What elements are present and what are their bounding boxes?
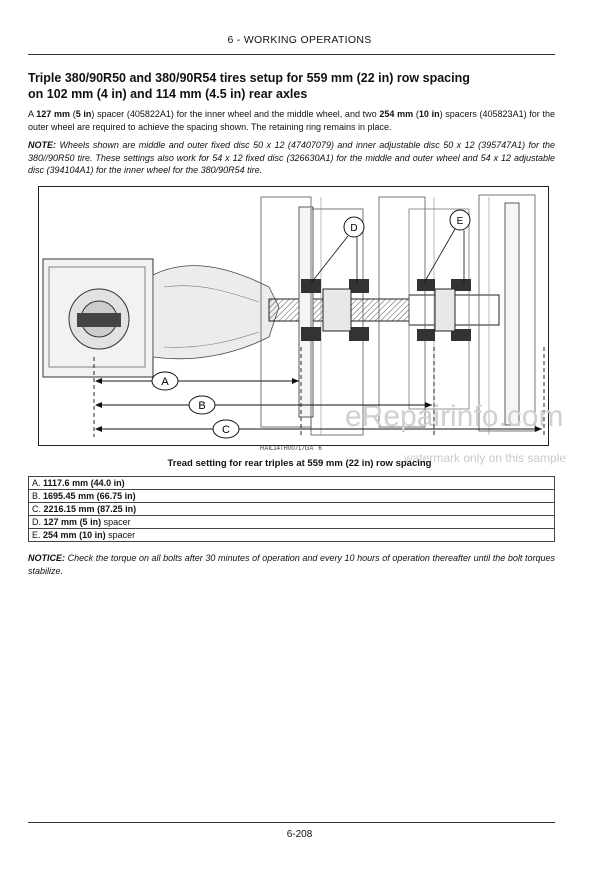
legend-paren: (5 in) (79, 517, 102, 527)
intro-text: ( (413, 109, 419, 119)
note-text: Wheels shown are middle and outer fixed disc 50 x 12 (47407079) and inner adjustable disc 50 x 12 (395747A1) for the 380//90R50 tire. These settings also work for 54 x 12 fixed disc (326630A1) for the middle and outer wheel and 54 x 12 adjustable disc (394104A1) for the inner wheel for the 380/90R54 tire. (28, 140, 555, 175)
legend-key: D. (32, 517, 41, 527)
legend-key: B. (32, 491, 41, 501)
legend-cell (29, 490, 555, 503)
footer-divider (28, 822, 555, 823)
watermark-logo: eRepairinfo.com (345, 400, 564, 433)
legend-table (28, 476, 555, 542)
intro-text: ( (69, 109, 76, 119)
legend-key: C. (32, 504, 41, 514)
legend-value: 1695.45 mm (43, 491, 95, 501)
legend-suffix: spacer (105, 530, 136, 540)
section-title-line2: on 102 mm (4 in) and 114 mm (4.5 in) rear axles (28, 87, 308, 101)
notice-label: NOTICE: (28, 553, 65, 563)
intro-bold: 254 mm (379, 109, 414, 119)
note-label: NOTE: (28, 140, 56, 150)
legend-key: A. (32, 478, 41, 488)
intro-bold: 127 mm (36, 109, 70, 119)
legend-paren: (44.0 in) (90, 478, 125, 488)
dim-label-b (189, 396, 215, 414)
callout-d (311, 217, 364, 283)
legend-value: 2216.15 mm (43, 504, 95, 514)
callout-e-label: E (456, 216, 464, 227)
legend-cell (29, 503, 555, 516)
legend-row (29, 477, 555, 490)
legend-row (29, 529, 555, 542)
legend-cell (29, 529, 555, 542)
section-title-line1: Triple 380/90R50 and 380/90R54 tires setup for 559 mm (22 in) row spacing (28, 71, 470, 85)
legend-cell (29, 516, 555, 529)
intro-bold: 5 in (75, 109, 92, 119)
intro-paragraph (28, 108, 555, 133)
header-title: 6 - WORKING OPERATIONS (227, 34, 372, 46)
axle-housing (43, 259, 279, 377)
legend-row (29, 503, 555, 516)
legend-key: E. (32, 530, 41, 540)
figure-ref-code: RAIL14TR00717GA (260, 446, 314, 452)
intro-text: A (28, 109, 37, 119)
note-paragraph (28, 139, 555, 177)
watermark-note: watermark only on this sample (404, 451, 567, 465)
figure-ref-number: 6 (318, 446, 322, 452)
legend-row (29, 490, 555, 503)
page-number: 6-208 (286, 829, 313, 840)
figure-caption: Tread setting for rear triples at 559 mm (22 in) row spacing (167, 458, 432, 469)
section-title (28, 70, 568, 102)
notice-text: Check the torque on all bolts after 30 minutes of operation and every 10 hours of operation thereafter until the bolt torques stabilize. (28, 553, 555, 576)
legend-row (29, 516, 555, 529)
legend-value: 254 mm (43, 530, 77, 540)
legend-value: 1117.6 mm (43, 478, 89, 488)
legend-paren: (87.25 in) (97, 504, 137, 514)
dim-c-text: C (222, 424, 230, 436)
intro-text: ) spacer (405822A1) for the inner wheel and the middle wheel, and two (91, 109, 380, 119)
header-divider (28, 54, 555, 55)
notice-paragraph (28, 552, 555, 577)
dim-label-c (213, 420, 239, 438)
legend-suffix: spacer (101, 517, 131, 527)
figure-reference (260, 446, 322, 452)
legend-cell (29, 477, 555, 490)
dim-b-text: B (198, 400, 206, 412)
intro-text: ) spacers (405823A1) for the outer wheel are required to achieve the spacing shown. The retaining ring remains in place. (28, 109, 556, 132)
dim-a-text: A (161, 376, 169, 388)
intro-bold: 10 in (418, 109, 440, 119)
callout-d-label: D (350, 223, 358, 234)
legend-paren: (10 in) (79, 530, 106, 540)
callout-e (424, 210, 470, 283)
legend-body (29, 477, 555, 542)
dim-label-a (152, 372, 178, 390)
legend-value: 127 mm (43, 517, 78, 527)
legend-paren: (66.75 in) (96, 491, 136, 501)
